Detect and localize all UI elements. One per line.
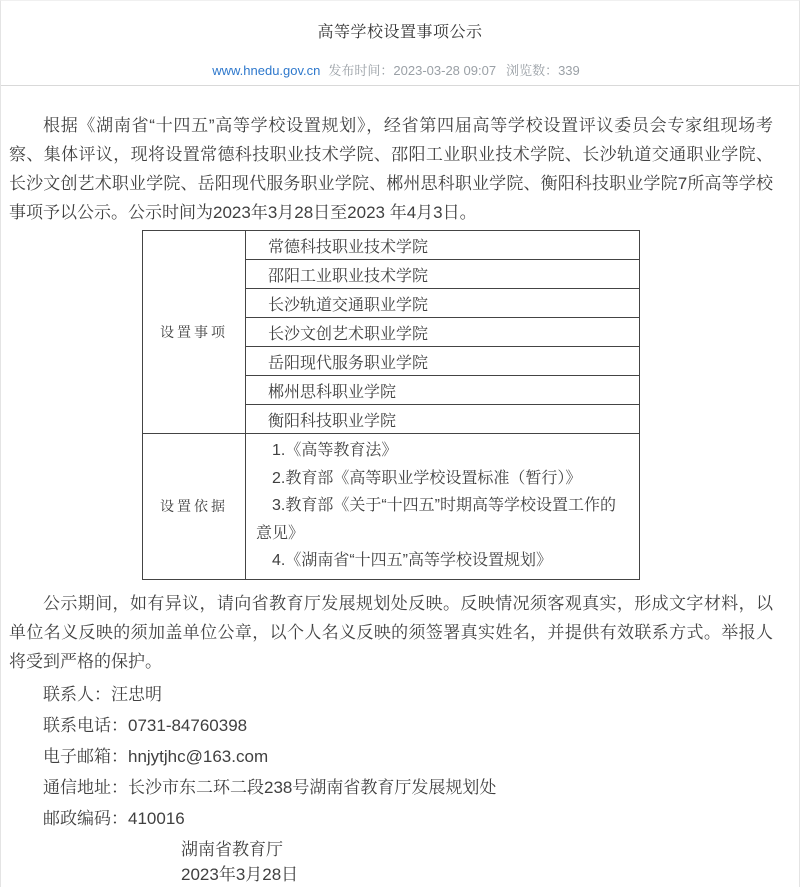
institution-cell: 衡阳科技职业学院 xyxy=(246,405,640,434)
publish-time-value: 2023-03-28 09:07 xyxy=(393,63,497,78)
basis-section-label: 设置依据 xyxy=(143,434,246,580)
items-section-label: 设置事项 xyxy=(143,231,246,434)
table-row xyxy=(143,434,640,580)
basis-item: 1.《高等教育法》 xyxy=(272,442,398,459)
contact-person-line xyxy=(9,679,773,710)
contact-address-label: 通信地址： xyxy=(43,777,128,797)
contact-email-value: hnjytjhc@163.com xyxy=(128,746,269,766)
basis-item: 4.《湖南省“十四五”高等学校设置规划》 xyxy=(272,552,553,569)
contact-address-value: 长沙市东二环二段238号湖南省教育厅发展规划处 xyxy=(128,777,497,797)
signature-date: 2023年3月28日 xyxy=(181,864,299,884)
institution-cell: 常德科技职业技术学院 xyxy=(246,231,640,260)
document-header xyxy=(1,1,799,86)
contact-postcode-value: 410016 xyxy=(128,808,185,828)
document-body xyxy=(1,111,799,887)
objection-paragraph: 公示期间，如有异议，请向省教育厅发展规划处反映。反映情况须客观真实，形成文字材料，以单位名义反映的须加盖单位公章，以个人名义反映的须签署真实姓名，并提供有效联系方式。举报人将受到严格的保护。 xyxy=(9,593,773,671)
contact-address-line xyxy=(9,772,773,803)
table-row xyxy=(143,231,640,260)
signature-block xyxy=(9,837,773,887)
institution-cell: 邵阳工业职业技术学院 xyxy=(246,260,640,289)
contact-person-label: 联系人： xyxy=(43,684,111,704)
institution-cell: 郴州思科职业学院 xyxy=(246,376,640,405)
contact-phone-line xyxy=(9,710,773,741)
publish-time-label: 发布时间： xyxy=(328,63,394,78)
contact-email-label: 电子邮箱： xyxy=(43,746,128,766)
source-url-link[interactable]: www.hnedu.gov.cn xyxy=(212,63,321,78)
setup-table xyxy=(142,230,640,580)
view-count-label: 浏览数： xyxy=(506,63,559,78)
institution-cell: 长沙文创艺术职业学院 xyxy=(246,318,640,347)
contact-phone-value: 0731-84760398 xyxy=(128,715,248,735)
contact-phone-label: 联系电话： xyxy=(43,715,128,735)
contact-person-value: 汪忠明 xyxy=(111,684,162,704)
intro-paragraph: 根据《湖南省“十四五”高等学校设置规划》，经省第四届高等学校设置评议委员会专家组现场考察、集体评议，现将设置常德科技职业技术学院、邵阳工业职业技术学院、长沙轨道交通职业学院、长沙文创艺术职业学院、岳阳现代服务职业学院、郴州思科职业学院、衡阳科技职业学院7所高等学校事项予以公示。公示时间为2023年3月28日至2023 年4月3日。 xyxy=(9,116,773,222)
institution-cell: 岳阳现代服务职业学院 xyxy=(246,347,640,376)
basis-item: 2.教育部《高等职业学校设置标准（暂行）》 xyxy=(272,469,582,487)
contact-email-line xyxy=(9,741,773,772)
institution-cell: 长沙轨道交通职业学院 xyxy=(246,289,640,318)
contact-postcode-line xyxy=(9,803,773,834)
contact-postcode-label: 邮政编码： xyxy=(43,808,128,828)
basis-item: 3.教育部《关于“十四五”时期高等学校设置工作的意见》 xyxy=(256,497,617,542)
contact-block xyxy=(9,679,773,834)
signature-org: 湖南省教育厅 xyxy=(181,839,283,859)
view-count-value: 339 xyxy=(558,63,580,78)
basis-cell xyxy=(246,434,640,580)
meta-bar xyxy=(1,60,799,79)
page-title: 高等学校设置事项公示 xyxy=(317,24,483,41)
